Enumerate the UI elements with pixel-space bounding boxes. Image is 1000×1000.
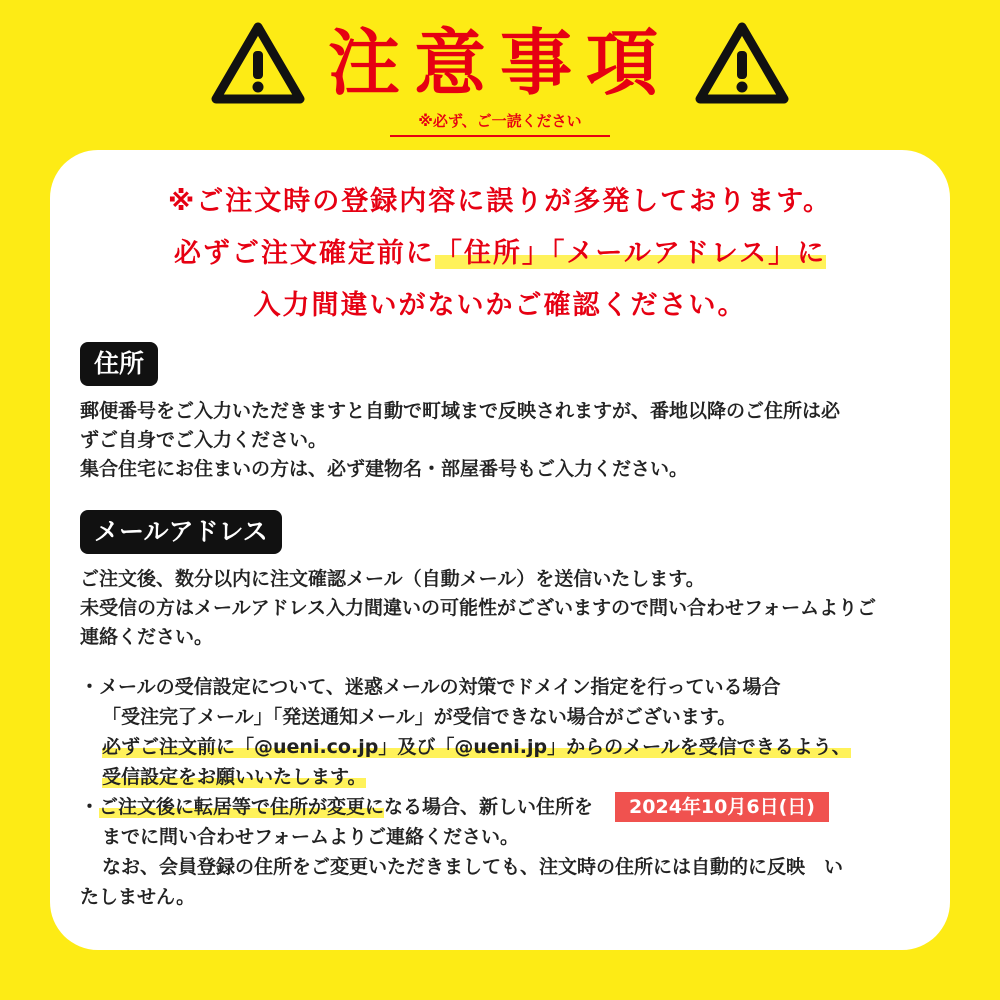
bullet-1-line-4 — [80, 762, 940, 792]
bullet-2-rest: なる場合、新しい住所を — [384, 796, 594, 818]
warning-triangle-icon — [694, 21, 790, 105]
email-section-text — [80, 565, 930, 652]
email-line-2: 未受信の方はメールアドレス入力間違いの可能性がございますので問い合わせフォームよりご — [80, 597, 877, 619]
notice-line-2 — [50, 228, 950, 280]
bullet-list — [80, 672, 940, 912]
page-title: 注意事項 — [327, 21, 672, 105]
notice-line-1: ※ご注文時の登録内容に誤りが多発しております。 — [167, 186, 833, 217]
bullet-1-line-1: ・メールの受信設定について、迷惑メールの対策でドメイン指定を行っている場合 — [80, 676, 781, 698]
notice-card — [50, 150, 950, 950]
notice-line-2-prefix: 必ずご注文確定前に — [173, 238, 435, 269]
address-line-2: ずご自身でご入力ください。 — [80, 429, 328, 451]
page-subtitle: ※必ず、ご一読ください — [390, 110, 610, 137]
bullet-2-line-2: までに問い合わせフォームよりご連絡ください。 — [102, 826, 520, 848]
bullet-1-line-3 — [80, 732, 940, 762]
bullet-2-marker: ・ — [80, 796, 100, 818]
deadline-date-badge: 2024年10月6日(日) — [615, 792, 829, 822]
bullet-2-line-4: たしません。 — [80, 886, 196, 908]
email-section-tag: メールアドレス — [80, 510, 282, 554]
bullet-1-line-2: 「受注完了メール」「発送通知メール」が受信できない場合がございます。 — [102, 706, 737, 728]
email-line-1: ご注文後、数分以内に注文確認メール（自動メール）を送信いたします。 — [80, 568, 705, 590]
bullet-2-line-3: なお、会員登録の住所をご変更いただきましても、注文時の住所には自動的に反映 い — [102, 856, 844, 878]
bullet-2-highlight: ご注文後に転居等で住所が変更に — [99, 796, 385, 818]
address-line-3: 集合住宅にお住まいの方は、必ず建物名・部屋番号もご入力ください。 — [80, 458, 689, 480]
notice-line-2-highlight: 「住所」「メールアドレス」に — [434, 238, 827, 269]
address-line-1: 郵便番号をご入力いただきますと自動で町域まで反映されますが、番地以降のご住所は必 — [80, 400, 841, 422]
important-notice — [50, 176, 950, 332]
address-section-text — [80, 397, 930, 484]
bullet-2-line-1 — [80, 792, 940, 822]
notice-line-3: 入力間違いがないかご確認ください。 — [253, 290, 747, 321]
bullet-1-line-3-highlight: 必ずご注文前に「@ueni.co.jp」及び「@ueni.jp」からのメールを受信できるよう、 — [102, 736, 851, 758]
address-section-tag: 住所 — [80, 342, 158, 386]
bullet-1-line-4-highlight: 受信設定をお願いいたします。 — [102, 766, 367, 788]
email-line-3: 連絡ください。 — [80, 626, 214, 648]
warning-triangle-icon — [210, 21, 306, 105]
header — [0, 18, 1000, 108]
